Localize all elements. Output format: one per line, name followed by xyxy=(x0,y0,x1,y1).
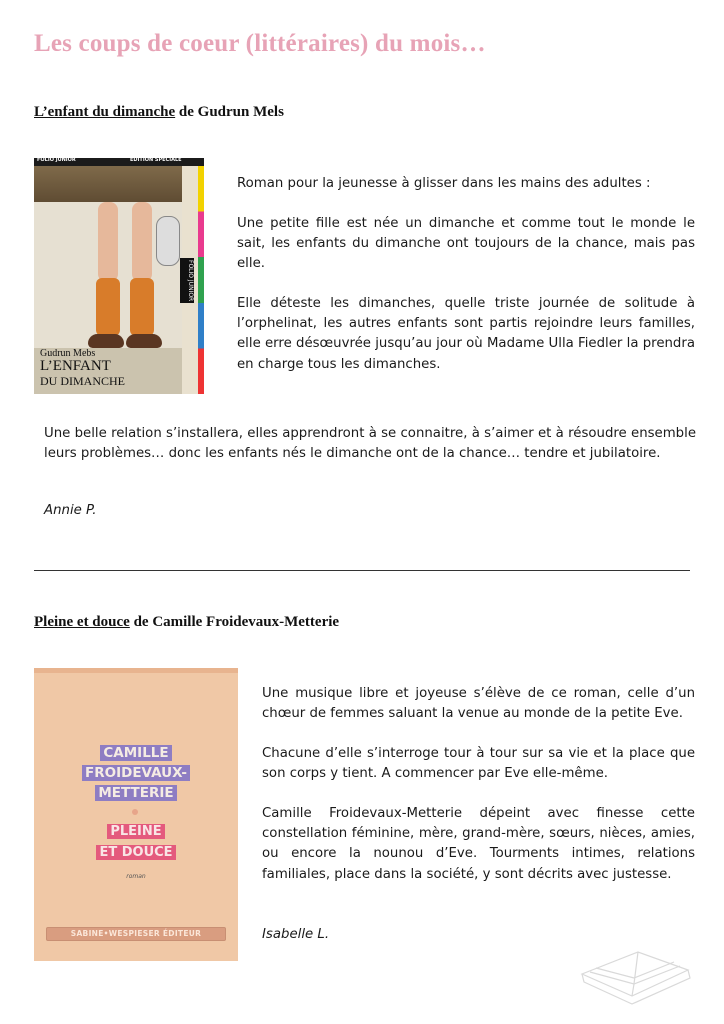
cover-author-line1: CAMILLE xyxy=(34,745,238,761)
cover-genre: roman xyxy=(126,873,146,880)
cover-top-band xyxy=(34,158,204,166)
review1-paragraph: Elle déteste les dimanches, quelle triste journée de solitude à l’orphelinat, les autres enfants sont partis rejoindre leurs familles, elle erre désœuvrée jusqu’au jour où Madame Ulla Fiedler la prendra en charge tous les dimanches. xyxy=(237,296,695,372)
cover-leg-right xyxy=(132,202,152,282)
cover-dot xyxy=(132,809,138,815)
review2-signature: Isabelle L. xyxy=(262,927,330,942)
review1-signature: Annie P. xyxy=(44,503,97,518)
cover-title-line2: DU DIMANCHE xyxy=(40,374,125,388)
review1-paragraph: Roman pour la jeunesse à glisser dans les mains des adultes : xyxy=(237,176,651,191)
cover-author-line2: FROIDEVAUX- xyxy=(34,765,238,781)
review1-book-title: L’enfant du dimanche xyxy=(34,104,176,120)
cover-spine-label: FOLIO JUNIOR xyxy=(180,258,194,303)
review1-author: de Gudrun Mels xyxy=(175,104,284,120)
review1-paragraph: Une belle relation s’installera, elles apprendront à se connaitre, à s’aimer et à résoudre ensemble leurs problèmes… donc les enfants nés le dimanche ont de la chance… tendre et jubilatoire. xyxy=(44,426,696,462)
review2-paragraph: Une musique libre et joyeuse s’élève de ce roman, celle d’un chœur de femmes saluant la venue au monde de la petite Eve. xyxy=(262,686,695,722)
open-book-icon xyxy=(576,944,696,1006)
cover-title-line1: L’ENFANT xyxy=(40,358,111,374)
section-divider xyxy=(34,570,690,571)
cover-sock-left xyxy=(96,278,120,336)
cover-shoe-right xyxy=(126,334,162,348)
cover-edition: ÉDITION SPÉCIALE xyxy=(130,158,182,163)
cover-publisher: SABINE•WESPIESER ÉDITEUR xyxy=(46,927,226,941)
cover-author-line3: METTERIE xyxy=(34,785,238,801)
cover-rainbow-stripe xyxy=(198,166,204,394)
page-title: Les coups de coeur (littéraires) du mois… xyxy=(34,30,486,57)
review2-book-title: Pleine et douce xyxy=(34,614,130,630)
book-cover-pleine-et-douce xyxy=(34,668,238,961)
cover-sock-right xyxy=(130,278,154,336)
cover-series: FOLIO JUNIOR xyxy=(37,158,76,163)
review2-author: de Camille Froidevaux-Metterie xyxy=(129,614,340,630)
review2-paragraph: Chacune d’elle s’interroge tour à tour sur sa vie et la place que son corps y tient. A commencer par Eve elle-même. xyxy=(262,746,695,782)
cover-author: Gudrun Mebs xyxy=(40,348,96,359)
review1-heading xyxy=(34,104,284,121)
cover-title-line2: ET DOUCE xyxy=(34,845,238,860)
review2-heading xyxy=(34,614,339,631)
cover-skirt xyxy=(34,166,182,202)
review1-paragraph: Une petite fille est née un dimanche et comme tout le monde le sait, les enfants du dimanche ont toujours de la chance, mais pas elle. xyxy=(237,216,695,272)
review2-paragraph: Camille Froidevaux-Metterie dépeint avec finesse cette constellation féminine, mère, grand-mère, sœurs, nièces, amies, ou encore la nounou d’Eve. Tourments intimes, relations familiales, place dans la société, y sont décrits avec justesse. xyxy=(262,806,695,882)
cover-shoe-left xyxy=(88,334,124,348)
cover-doll xyxy=(156,216,180,266)
cover-leg-left xyxy=(98,202,118,282)
cover-title-line1: PLEINE xyxy=(34,824,238,839)
book-cover-enfant-du-dimanche xyxy=(34,158,204,394)
